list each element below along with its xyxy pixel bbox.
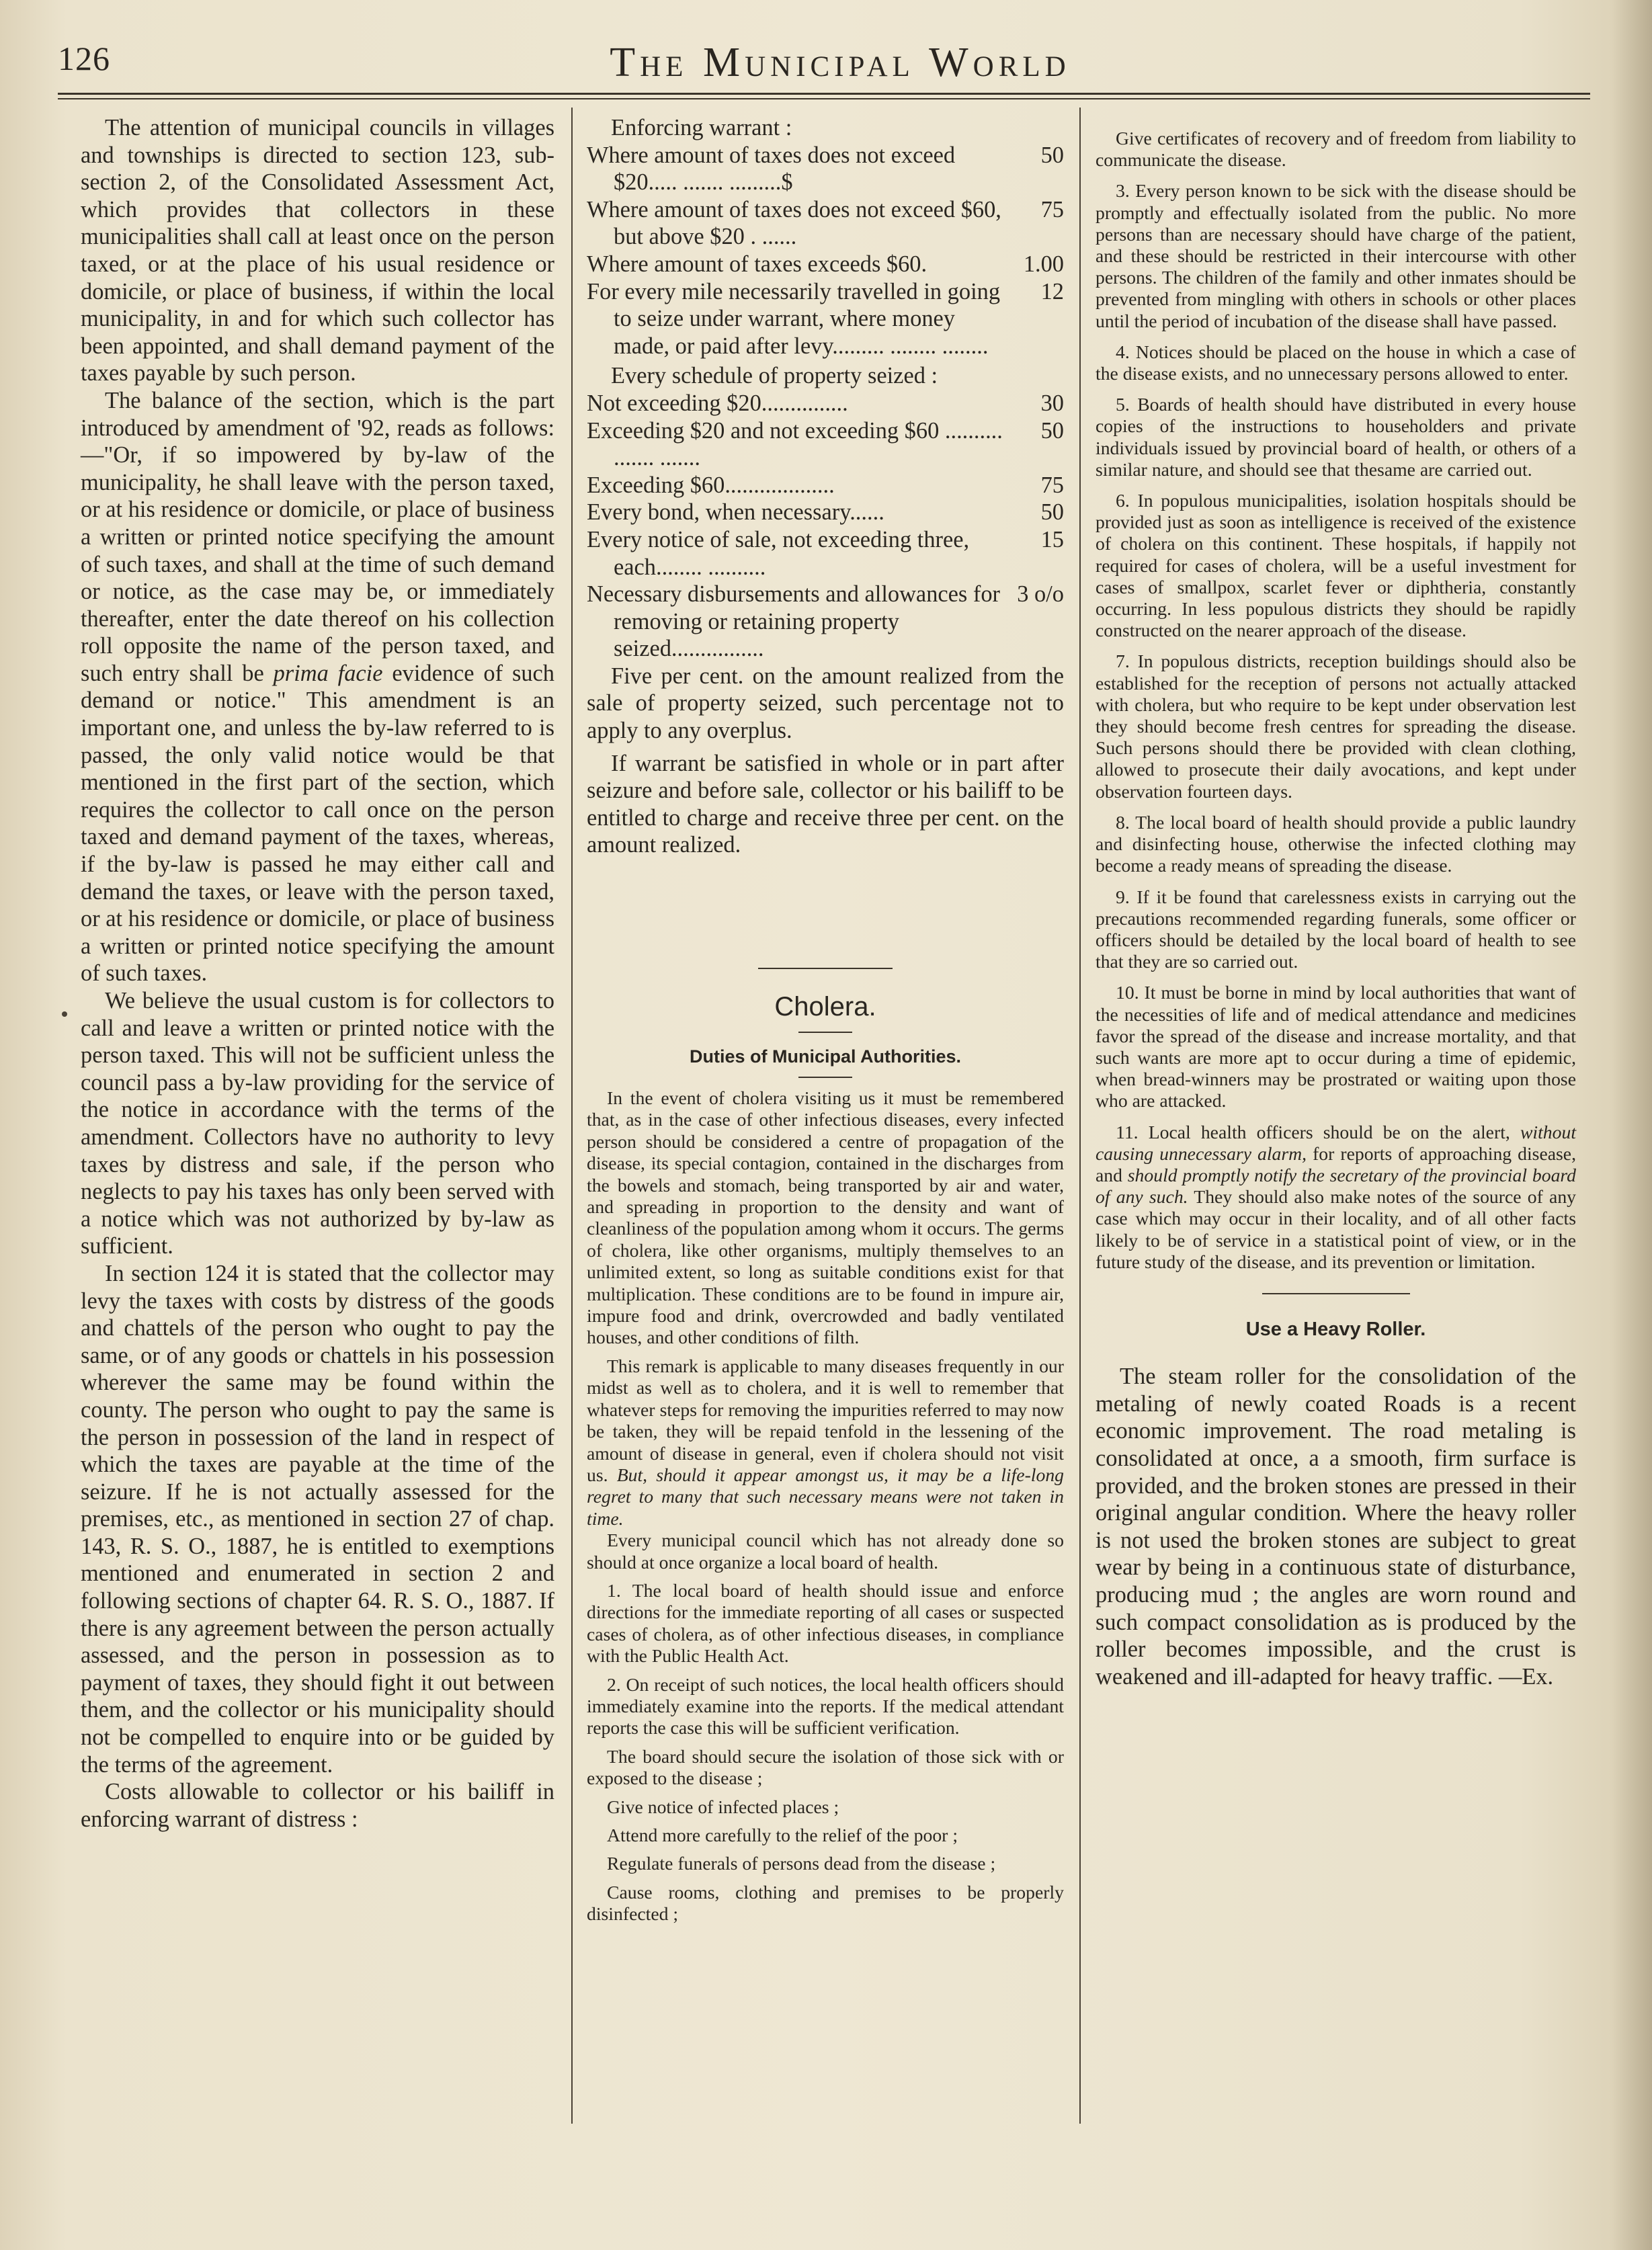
fee-amount: 50 [1040, 142, 1064, 168]
fee-label: Where amount of taxes does not exceed $60, but above $20 . ...... [587, 196, 1001, 250]
cholera-item-7: 7. In populous districts, reception buildings should also be established for the reception of persons not actually attacked with cholera, but who require to be kept under observation lest they should become fresh centres for spreading the disease. Such persons should there be provided with clean clothing, allowed to prosecute their daily avocations, and kept under observation fourteen days. [1096, 651, 1576, 802]
header-rule [58, 93, 1590, 95]
item11-part-b: without causing unnecessary alarm, [1096, 1121, 1577, 1164]
column1-paragraph-5: Costs allowable to collector or his bailiff in enforcing warrant of distress : [81, 1779, 554, 1832]
column2-body [587, 663, 1064, 859]
subtitle-rule [798, 1077, 852, 1078]
fee-label: Necessary disbursements and allowances for removing or retaining property seized................ [587, 581, 1001, 662]
amendment-text-a: The balance of the section, which is the part introduced by amendment of '92, reads as follows:—"Or, if so impowered by by-law of the municipality, he shall leave with the person taxed, or at his residence or domicile, or place of business a written or printed notice specifying the amount of such taxes, and shall at the time of such demand or notice, as the case may be, or immediately thereafter, enter the date thereof on his collection roll opposite the name of the person taxed, and such entry shall be prima facie evidence of such demand or notice." This amendment is an important one, and unless the by-law referred to is passed, the only valid notice would be that mentioned in the first part of the section, which requires the collector to call once on the person taxed and demand payment of the taxes, whereas, if the by-law is passed he may either call and demand the taxes, or leave with the person taxed, or at his residence or domicile, or place of business a written or printed notice specifying the amount of such taxes. [81, 387, 554, 987]
fee-row [587, 472, 1064, 499]
cholera-give: Give notice of infected places ; [607, 1796, 839, 1817]
heavy-roller-text: The steam roller for the consolidation of the metaling of newly coated Roads is a recent economic improvement. The road metaling is consolidated at once, a a smooth, firm surface is provided, and the broken stones are pressed in their original angular condition. Where the heavy roller is not used the broken stones are subject to great wear by being in a continuous state of disturbance, producing mud ; the angles are worn round and such compact consolidation as is produced by the roller becomes impossible, and the crust is weakened and ill-adapted for heavy traffic. —Ex. [1096, 1364, 1576, 1690]
fee-row [587, 196, 1064, 251]
column2-paragraph-2: If warrant be satisfied in whole or in part after seizure and before sale, collector or his bailiff to be entitled to charge and receive three per cent. on the amount realized. [587, 750, 1064, 858]
cholera-item-8: 8. The local board of health should provide a public laundry and disinfecting house, otherwise the infected clothing may become a ready means of spreading the disease. [1096, 811, 1576, 876]
cholera-remark [587, 1356, 1064, 1530]
fee-label: Every notice of sale, not exceeding three, each........ .......... [587, 526, 970, 580]
fee-row [587, 526, 1064, 581]
column-2 [587, 114, 1064, 859]
fee-row [587, 417, 1064, 472]
cholera-article [587, 968, 1064, 1925]
title-rule [798, 1032, 852, 1033]
heavy-roller-title: Use a Heavy Roller. [1245, 1318, 1426, 1340]
cholera-item-6: 6. In populous municipalities, isolation hospitals should be provided just as soon as intelligence is received of the existence of cholera on this continent. These hospitals, if happily not required for cases of cholera, will be a useful investment for cases of smallpox, scarlet fever or diphtheria, constantly occurring. In less populous districts they should be rapidly constructed on the nearer approach of the disease. [1096, 490, 1576, 641]
item11-part-a: 11. Local health officers should be on the alert, [1116, 1121, 1510, 1142]
page-edge-shadow [1612, 0, 1652, 2250]
heavy-roller-article [1096, 1363, 1576, 1690]
fee-amount: 75 [1040, 472, 1064, 498]
fee-label: Where amount of taxes exceeds $60. [587, 251, 927, 277]
page-number: 126 [58, 40, 110, 77]
header-rule-second [58, 98, 1590, 99]
column1-paragraph-4: In section 124 it is stated that the collector may levy the taxes with costs by distress of the goods and chattels of the person who ought to pay the same, or of any goods or chattels in his possession wherever the same may be found within the county. The person who ought to pay the same is the person in possession of the land in respect of which the taxes are payable at the time of the seizure. If he is not actually assessed for the premises, etc., as mentioned in section 27 of chap. 143, R. S. O., 1887, he is entitled to exemptions mentioned and enumerated in section 2 and following sections of chapter 64. R. S. O., 1887. If there is any agreement between the person actually assessed, and the person in possession as to payment of taxes, they should fight it out between them, and the collector or his municipality should not be compelled to enquire into or be guided by the terms of the agreement. [81, 1260, 554, 1778]
fee-label: For every mile necessarily travelled in going to seize under warrant, where money made, or paid after levy......... ........ ........ [587, 278, 1001, 359]
fee-row [587, 142, 1064, 196]
section-rule [1262, 1293, 1410, 1294]
fee-row [587, 499, 1064, 526]
fee-amount: 15 [1040, 526, 1064, 552]
column-divider-2 [1079, 108, 1081, 2124]
fee-amount: 75 [1040, 196, 1064, 222]
cholera-item-4: 4. Notices should be placed on the house in which a case of the disease exists, and no unnecessary persons allowed to enter. [1096, 341, 1576, 384]
fees-heading-2: Every schedule of property seized : [611, 363, 938, 389]
cholera-body [587, 1087, 1064, 1925]
certificates-text: Give certificates of recovery and of freedom from liability to communicate the disease. [1096, 128, 1576, 171]
cholera-remark-plain: This remark is applicable to many diseases frequently in our midst as well as to cholera, and it is well to remember that whatever steps for removing the impurities referred to may now be taken, they will be repaid tenfold in the lessening of the amount of disease in general, even if cholera should not visit us. [587, 1355, 1064, 1485]
cholera-attend: Attend more carefully to the relief of the poor ; [607, 1825, 958, 1845]
ink-mark [62, 1011, 67, 1017]
fee-amount: 50 [1040, 417, 1064, 444]
fee-row [587, 581, 1064, 663]
fee-amount: 50 [1040, 499, 1064, 526]
fee-amount: 3 o/o [1017, 581, 1064, 608]
fee-amount: 12 [1040, 278, 1064, 304]
cholera-item-1: 1. The local board of health should issue and enforce directions for the immediate reporting of all cases or suspected cases of cholera, as of other infectious diseases, in compliance with the Public Health Act. [587, 1579, 1064, 1667]
cholera-council: Every municipal council which has not already done so should at once organize a local board of health. [587, 1530, 1064, 1573]
cholera-item-10: 10. It must be borne in mind by local authorities that want of the necessities of life and of medical attendance and medicines favor the spread of the disease and increase mortality, and that such wants are more apt to occur during a time of epidemic, when bread-winners may be prostrated or waiting upon those who are attacked. [1096, 982, 1576, 1112]
column2-paragraph-1: Five per cent. on the amount realized from the sale of property seized, such percentage not to apply to any overplus. [587, 663, 1064, 744]
cholera-item-9: 9. If it be found that carelessness exists in carrying out the precautions recommended regarding funerals, some officer or officers should be detailed by the local board of health to see that they are so carried out. [1096, 886, 1576, 972]
fee-label: Exceeding $20 and not exceeding $60 .......... ....... ....... [587, 417, 1003, 471]
cholera-title: Cholera. [774, 992, 876, 1022]
cholera-regulate: Regulate funerals of persons dead from the disease ; [607, 1853, 996, 1874]
fees-heading-1: Enforcing warrant : [611, 115, 792, 140]
masthead: The Municipal World [610, 40, 1071, 85]
column1-paragraph-1: The attention of municipal councils in villages and townships is directed to section 123, sub-section 2, of the Consolidated Assessment Act, which provides that collectors in these municipalities shall call at least once on the person taxed, or at the place of his usual residence or domicile, or place of business, if within the local municipality, in and for which such collector has been appointed, and shall demand payment of the taxes payable by such person. [81, 115, 554, 386]
column-3 [1096, 128, 1576, 1690]
item11-part-e: They should also make notes of the source of any case which may occur in their locality, and of all other facts likely to be of service in a statistical point of view, or in the future study of the disease, and its prevention or limitation. [1096, 1186, 1577, 1272]
item11-part-c: for reports of approaching disease, and [1096, 1142, 1577, 1185]
cholera-remark-italic: But, should it appear amongst us, it may be a life-long regret to many that such necessary means were not taken in time. [587, 1464, 1065, 1529]
fee-row [587, 278, 1064, 360]
cholera-item-3: 3. Every person known to be sick with the disease should be promptly and effectually isolated from the public. No more persons than are necessary should have charge of the patient, and these should be restricted in their intercourse with other persons. The children of the family and other inmates should be prevented from mingling with others in schools or other places until the period of incubation of the disease shall have passed. [1096, 180, 1576, 331]
item11-part-d: should promptly notify the secretary of the provincial board of any such. [1096, 1164, 1577, 1208]
column1-paragraph-3: We believe the usual custom is for collectors to call and leave a written or printed notice with the person taxed. This will not be sufficient unless the council pass a by-law providing for the service of the notice in accordance with the terms of the amendment. Collectors have no authority to levy taxes by distress and sale, if the person who neglects to pay his taxes has only been served with a notice which was not authorized by by-law as sufficient. [81, 988, 554, 1259]
column-divider-1 [571, 108, 573, 2124]
cholera-cause: Cause rooms, clothing and premises to be properly disinfected ; [587, 1881, 1064, 1925]
cholera-board: The board should secure the isolation of those sick with or exposed to the disease ; [587, 1745, 1064, 1789]
cholera-item-5: 5. Boards of health should have distributed in every house copies of the instructions to householders and private individuals issued by provincial board of health, or others of a similar nature, and should see that thesame are carried out. [1096, 394, 1576, 480]
column-1 [81, 114, 554, 1833]
fee-amount: 1.00 [1023, 251, 1064, 277]
fee-row [587, 251, 1064, 278]
fee-row [587, 390, 1064, 417]
cholera-item-11 [1096, 1122, 1576, 1273]
fee-label: Where amount of taxes does not exceed $20..... ....... .........$ [587, 142, 956, 196]
fee-label: Not exceeding $20............... [587, 390, 848, 416]
fee-amount: 30 [1040, 390, 1064, 416]
section-rule [758, 968, 893, 969]
fee-label: Exceeding $60................... [587, 472, 835, 498]
cholera-subtitle: Duties of Municipal Authorities. [689, 1046, 961, 1067]
column1-paragraph-2 [81, 387, 554, 987]
cholera-item-2: 2. On receipt of such notices, the local health officers should immediately examine into the reports. If the medical attendant reports the case this will be sufficient verification. [587, 1673, 1064, 1739]
fee-label: Every bond, when necessary...... [587, 499, 884, 526]
cholera-intro: In the event of cholera visiting us it must be remembered that, as in the case of other infectious diseases, every infected person should be considered a centre of propagation of the disease, its special contagion, contained in the discharges from the bowels and stomach, being transported by air and water, and spreading in proportion to the density and want of cleanliness of the population among whom it occurs. The germs of cholera, like other organisms, multiply themselves to an unlimited extent, so long as suitable conditions exist for that multiplication. These conditions are to be found in impure air, impure food and drink, overcrowded and badly ventilated houses, and other conditions of filth. [587, 1087, 1064, 1348]
